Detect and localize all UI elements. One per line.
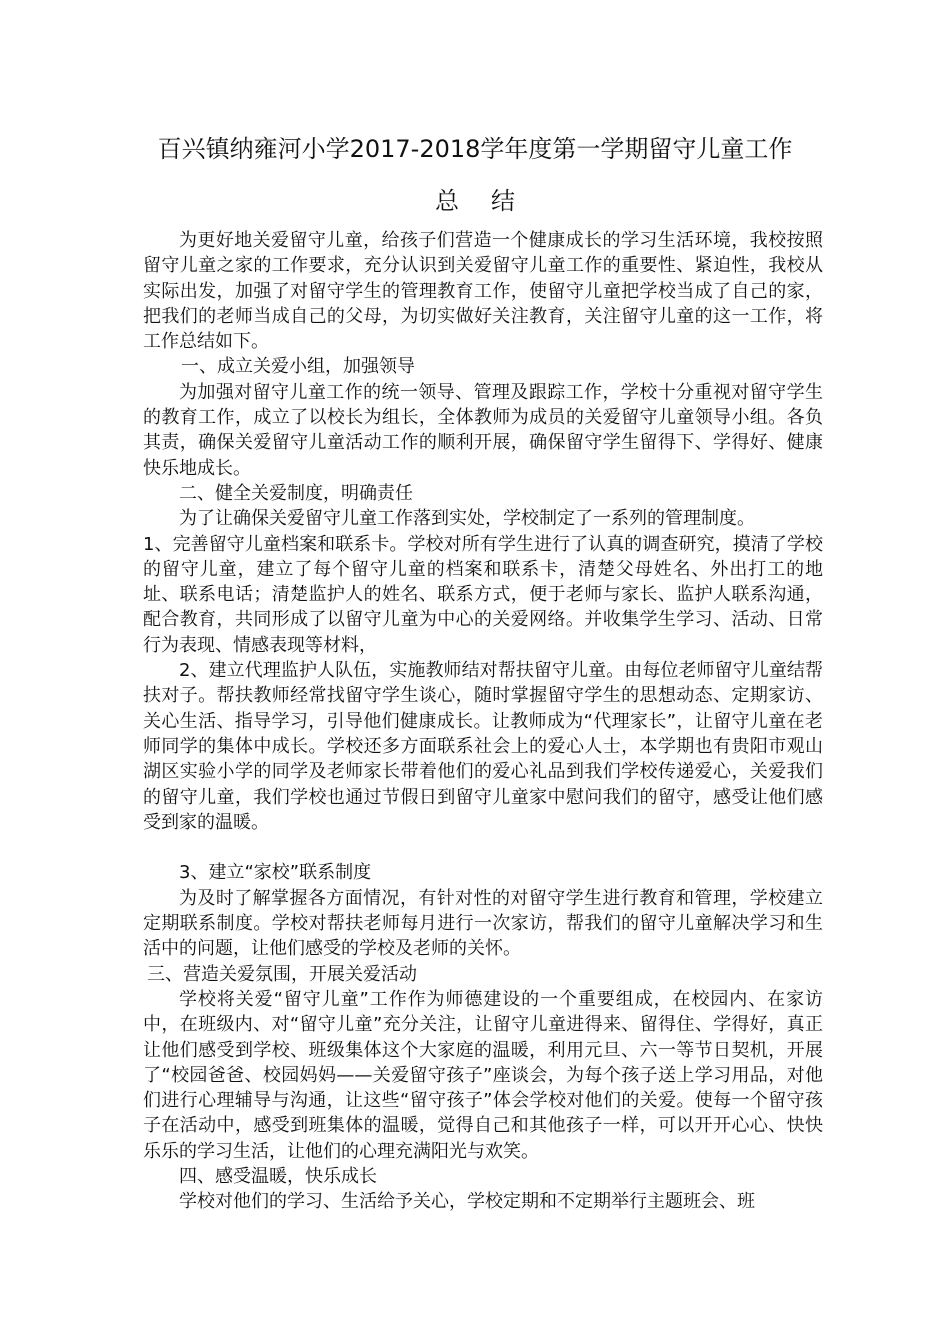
section-2-item-3-paragraph: 为及时了解掌握各方面情况，有针对性的对留守学生进行教育和管理，学校建立定期联系制度。学校对帮扶老师每月进行一次家访，帮我们的留守儿童解决学习和生活中的问题，让他们感受的学校及老师的关怀。 [143, 887, 823, 960]
document-title: 百兴镇纳雍河小学2017-2018学年度第一学期留守儿童工作 [157, 135, 793, 163]
section-1-paragraph: 为加强对留守儿童工作的统一领导、管理及跟踪工作，学校十分重视对留守学生的教育工作，成立了以校长为组长，全体教师为成员的关爱留守儿童领导小组。各负其责，确保关爱留守儿童活动工作的顺利开展，确保留守学生留得下、学得好、健康快乐地成长。 [143, 381, 823, 479]
document-title-continued: 总结 [435, 187, 547, 215]
section-heading-3: 三、营造关爱氛围，开展关爱活动 [147, 963, 417, 985]
section-4-paragraph: 学校对他们的学习、生活给予关心，学校定期和不定期举行主题班会、班 [179, 1191, 755, 1213]
section-2-intro: 为了让确保关爱留守儿童工作落到实处，学校制定了一系列的管理制度。 [179, 508, 755, 530]
section-heading-2: 二、健全关爱制度，明确责任 [179, 482, 413, 504]
section-2-item-1: 1、完善留守儿童档案和联系卡。学校对所有学生进行了认真的调查研究，摸清了学校的留守儿童，建立了每个留守儿童的档案和联系卡，清楚父母姓名、外出打工的地址、联系电话；清楚监护人的姓名、联系方式，便于老师与家长、监护人联系沟通，配合教育，共同形成了以留守儿童为中心的关爱网络。并收集学生学习、活动、日常行为表现、情感表现等材料， [143, 533, 823, 656]
section-heading-4: 四、感受温暖，快乐成长 [179, 1165, 377, 1187]
blank-line [143, 835, 823, 860]
document-body [143, 228, 823, 1215]
intro-paragraph: 为更好地关爱留守儿童，给孩子们营造一个健康成长的学习生活环境，我校按照留守儿童之家的工作要求，充分认识到关爱留守儿童工作的重要性、紧迫性，我校从实际出发，加强了对留守学生的管理教育工作，使留守儿童把学校当成了自己的家，把我们的老师当成自己的父母，为切实做好关注教育，关注留守儿童的这一工作，将工作总结如下。 [143, 230, 823, 353]
section-2-item-2: 2、建立代理监护人队伍，实施教师结对帮扶留守儿童。由每位老师留守儿童结帮扶对子。帮扶教师经常找留守学生谈心，随时掌握留守学生的思想动态、定期家访、关心生活、指导学习，引导他们健康成长。让教师成为“代理家长”，让留守儿童在老师同学的集体中成长。学校还多方面联系社会上的爱心人士，本学期也有贵阳市观山湖区实验小学的同学及老师家长带着他们的爱心礼品到我们学校传递爱心，关爱我们的留守儿童，我们学校也通过节假日到留守儿童家中慰问我们的留守，感受让他们感受到家的温暖。 [143, 660, 823, 833]
section-2-item-3-heading: 3、建立“家校”联系制度 [179, 862, 372, 884]
section-heading-1: 一、成立关爱小组，加强领导 [181, 356, 415, 378]
section-3-paragraph: 学校将关爱“留守儿童”工作作为师德建设的一个重要组成，在校园内、在家访中，在班级内、对“留守儿童”充分关注，让留守儿童进得来、留得住、学得好，真正让他们感受到学校、班级集体这个大家庭的温暖，利用元旦、六一等节日契机，开展了“校园爸爸、校园妈妈——关爱留守孩子”座谈会，为每个孩子送上学习用品，对他们进行心理辅导与沟通，让这些“留守孩子”体会学校对他们的关爱。使每一个留守孩子在活动中，感受到班集体的温暖，觉得自己和其他孩子一样，可以开开心心、快快乐乐的学习生活，让他们的心理充满阳光与欢笑。 [143, 988, 823, 1162]
